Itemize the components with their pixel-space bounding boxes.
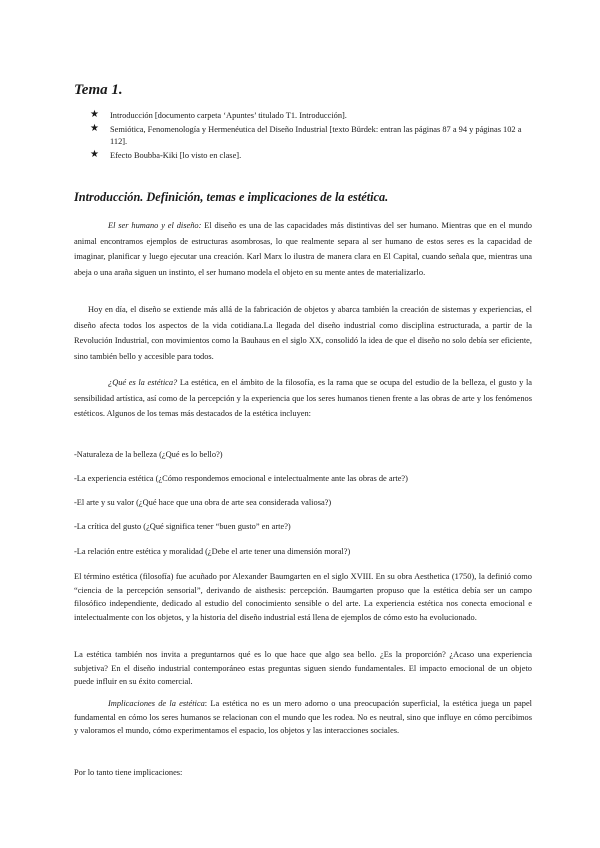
topic-item: -La relación entre estética y moralidad (¿Debe el arte tener una dimensión moral?) bbox=[74, 547, 351, 556]
paragraph-bello: La estética también nos invita a preguntarnos qué es lo que hace que algo sea bello. ¿Es la proporción? ¿Acaso una experiencia subjetiva? En el diseño industrial contemporáneo estas preguntas siguen siendo fundamentales. El impacto emocional de un objeto puede influir en su éxito comercial. bbox=[74, 650, 532, 686]
paragraph-implicaciones bbox=[74, 697, 532, 738]
topic-item: -El arte y su valor (¿Qué hace que una obra de arte sea considerada valiosa?) bbox=[74, 498, 332, 507]
list-item: ★ Introducción [documento carpeta ‘Apuntes’ titulado T1. Introducción]. bbox=[90, 109, 347, 120]
tema-title: Tema 1. bbox=[74, 82, 123, 98]
star-icon: ★ bbox=[90, 109, 99, 120]
bullet-list bbox=[90, 110, 534, 164]
topic-item: -La experiencia estética (¿Cómo respondemos emocional e intelectualmente ante las obras de arte?) bbox=[74, 474, 408, 483]
paragraph-que-es-estetica bbox=[74, 375, 532, 422]
paragraph-hoy-en-dia: Hoy en día, el diseño se extiende más allá de la fabricación de objetos y abarca también la creación de sistemas y experiencias, el diseño afecta todos los aspectos de la vida cotidiana.La llegada del diseño industrial como disciplina estructurada, a partir de la Revolución Industrial, con movimientos como la Bauhaus en el siglo XX, consolidó la idea de que el diseño no solo debía ser eficiente, sino también bello y accesible para todos. bbox=[74, 305, 532, 361]
section-heading: Introducción. Definición, temas e implicaciones de la estética. bbox=[74, 190, 389, 204]
paragraph-ser-humano bbox=[74, 218, 532, 280]
star-icon: ★ bbox=[90, 149, 99, 160]
paragraph-lead: Implicaciones de la estética bbox=[108, 699, 205, 708]
paragraph-baumgarten: El término estética (filosofía) fue acuñado por Alexander Baumgarten en el siglo XVIII. En su obra Aesthetica (1750), la definió como “ciencia de la percepción sensorial”, derivando de aisthesis: percepción. Baumgarten propuso que la estética debía ser un campo filosófico independiente, dedicado al estudio del conocimiento sensible o del arte. La experiencia estética nos conecta emocional e intelectualmente con los objetos, y la historia del diseño industrial está llena de ejemplos de cómo esto ha evolucionado. bbox=[74, 572, 532, 622]
list-item: ★ Efecto Boubba-Kiki [lo visto en clase]. bbox=[90, 149, 242, 160]
topic-item: -La crítica del gusto (¿Qué significa tener “buen gusto” en arte?) bbox=[74, 522, 291, 531]
topic-item: -Naturaleza de la belleza (¿Qué es lo bello?) bbox=[74, 450, 223, 459]
star-icon: ★ bbox=[90, 123, 99, 134]
list-item: ★ Semiótica, Fenomenología y Hermenéutica del Diseño Industrial [texto Bürdek: entran las páginas 87 a 94 y páginas 102 a 112]. bbox=[90, 123, 522, 146]
paragraph-por-lo-tanto: Por lo tanto tiene implicaciones: bbox=[74, 768, 183, 777]
paragraph-text: El diseño es una de las capacidades más distintivas del ser humano. Mientras que en el mundo animal encontramos ejemplos de estructuras asombrosas, lo que realmente separa al ser humano de estos seres es la capacidad de imaginar, planificar y luego ejecutar una creación. Karl Marx lo ilustra de manera clara en El Capital, cuando señala que, mientras una abeja o una araña siguen un instinto, el ser humano modela el objeto en su mente antes de materializarlo. bbox=[74, 221, 532, 277]
paragraph-lead: El ser humano y el diseño: bbox=[108, 221, 202, 230]
paragraph-text: : La estética no es un mero adorno o una preocupación superficial, la estética juega un papel fundamental en cómo los seres humanos se relacionan con el mundo que les rodea. No es neutral, sino que influye en cómo percibimos y valoramos el mundo, cómo experimentamos el espacio, los objetos y las interacciones sociales. bbox=[74, 699, 532, 735]
paragraph-text: La estética, en el ámbito de la filosofía, es la rama que se ocupa del estudio de la belleza, el gusto y la sensibilidad artística, así como de la percepción y la experiencia que los seres humanos tienen frente a las obras de arte y los fenómenos estéticos. Algunos de los temas más destacados de la estética incluyen: bbox=[74, 378, 532, 418]
paragraph-lead: ¿Qué es la estética? bbox=[108, 378, 178, 387]
